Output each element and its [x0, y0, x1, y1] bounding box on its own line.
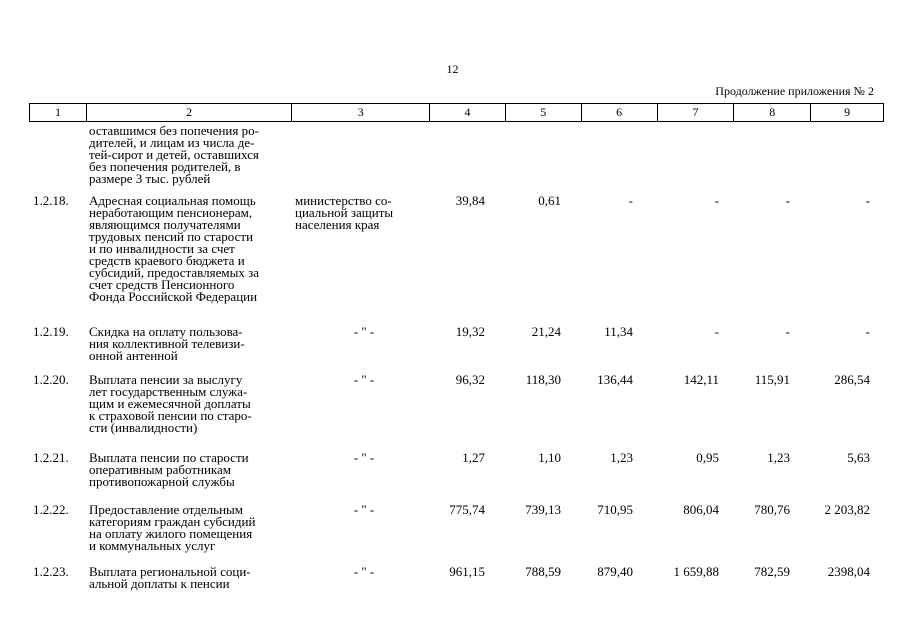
row-number: 1.2.23. — [33, 564, 69, 579]
row-value-col-7: 0,95 — [696, 450, 719, 465]
row-value-col-7: 142,11 — [683, 372, 719, 387]
page-number: 12 — [446, 62, 459, 76]
row-value-col-6: 710,95 — [597, 502, 633, 517]
row-value-col-4: 19,32 — [455, 324, 485, 339]
row-description: оставшимся без попечения ро- дителей, и лицам из числа де- тей-сирот и детей, оставшихся без попечения родителей, в размере 3 тыс. рублей — [89, 123, 259, 186]
row-description: Выплата региональной соци- альной доплаты к пенсии — [89, 564, 251, 591]
row-value-col-5: 21,24 — [531, 324, 561, 339]
row-value-col-4: 1,27 — [462, 450, 485, 465]
row-responsible: министерство со- циальной защиты населения края — [295, 193, 394, 232]
row-number: 1.2.19. — [33, 324, 69, 339]
row-value-col-6: 879,40 — [597, 564, 633, 579]
row-value-col-8: 1,23 — [767, 450, 790, 465]
row-value-col-6: 1,23 — [610, 450, 633, 465]
row-value-col-8: 115,91 — [754, 372, 790, 387]
row-value-col-9: 286,54 — [834, 372, 870, 387]
row-description: Предоставление отдельным категориям граждан субсидий на оплату жилого помещения и коммунальных услуг — [89, 502, 256, 553]
row-value-col-9: 2398,04 — [827, 564, 870, 579]
row-description: Адресная социальная помощь неработающим пенсионерам, являющимся получателями трудовых пенсий по старости и по инвалидности за счет средств краевого бюджета и субсидий, предоставляемых за счет средств Пенсионного Фонда Российской Федерации — [89, 193, 259, 304]
row-value-col-5: 788,59 — [525, 564, 561, 579]
row-value-col-7: 1 659,88 — [673, 564, 719, 579]
row-value-col-5: 0,61 — [538, 193, 561, 208]
row-value-col-4: 39,84 — [455, 193, 485, 208]
header-col-1: 1 — [54, 105, 61, 119]
header-col-6: 6 — [581, 104, 657, 121]
header-col-4: 4 — [429, 104, 505, 121]
row-value-col-7: - — [714, 324, 719, 339]
row-value-col-9: - — [865, 324, 870, 339]
header-col-9: 9 — [810, 104, 883, 121]
row-description: Выплата пенсии за выслугу лет государственным служа- щим и ежемесячной доплаты к страховой пенсии по старо- сти (инвалидности) — [89, 372, 252, 435]
header-col-3: 3 — [291, 104, 429, 121]
row-value-col-8: 782,59 — [754, 564, 790, 579]
row-number: 1.2.18. — [33, 193, 69, 208]
row-value-col-8: - — [785, 193, 790, 208]
row-value-col-7: 806,04 — [683, 502, 719, 517]
header-col-7: 7 — [657, 104, 734, 121]
header-col-2: 2 — [86, 104, 292, 121]
row-value-col-9: 2 203,82 — [824, 502, 870, 517]
header-col-5: 5 — [505, 104, 581, 121]
row-value-col-6: 11,34 — [604, 324, 633, 339]
table-header-row — [29, 103, 884, 122]
row-value-col-4: 96,32 — [455, 372, 485, 387]
row-value-col-6: - — [628, 193, 633, 208]
row-value-col-5: 739,13 — [525, 502, 561, 517]
row-value-col-4: 961,15 — [449, 564, 485, 579]
row-description: Скидка на оплату пользова- ния коллективной телевизи- онной антенной — [89, 324, 245, 363]
header-col-8: 8 — [733, 104, 810, 121]
row-responsible: - " - — [353, 450, 375, 465]
row-responsible: - " - — [353, 564, 375, 579]
row-responsible: - " - — [353, 502, 375, 517]
row-responsible: - " - — [353, 372, 375, 387]
row-value-col-8: 780,76 — [754, 502, 790, 517]
row-value-col-5: 1,10 — [538, 450, 561, 465]
row-value-col-4: 775,74 — [449, 502, 485, 517]
row-description: Выплата пенсии по старости оперативным работникам противопожарной службы — [89, 450, 249, 489]
row-number: 1.2.20. — [33, 372, 69, 387]
row-number: 1.2.22. — [33, 502, 69, 517]
row-number: 1.2.21. — [33, 450, 69, 465]
continuation-label: Продолжение приложения № 2 — [715, 84, 874, 98]
row-value-col-6: 136,44 — [597, 372, 633, 387]
row-value-col-5: 118,30 — [525, 372, 561, 387]
row-value-col-9: - — [865, 193, 870, 208]
row-responsible: - " - — [353, 324, 375, 339]
row-value-col-7: - — [714, 193, 719, 208]
row-value-col-8: - — [785, 324, 790, 339]
row-value-col-9: 5,63 — [847, 450, 870, 465]
